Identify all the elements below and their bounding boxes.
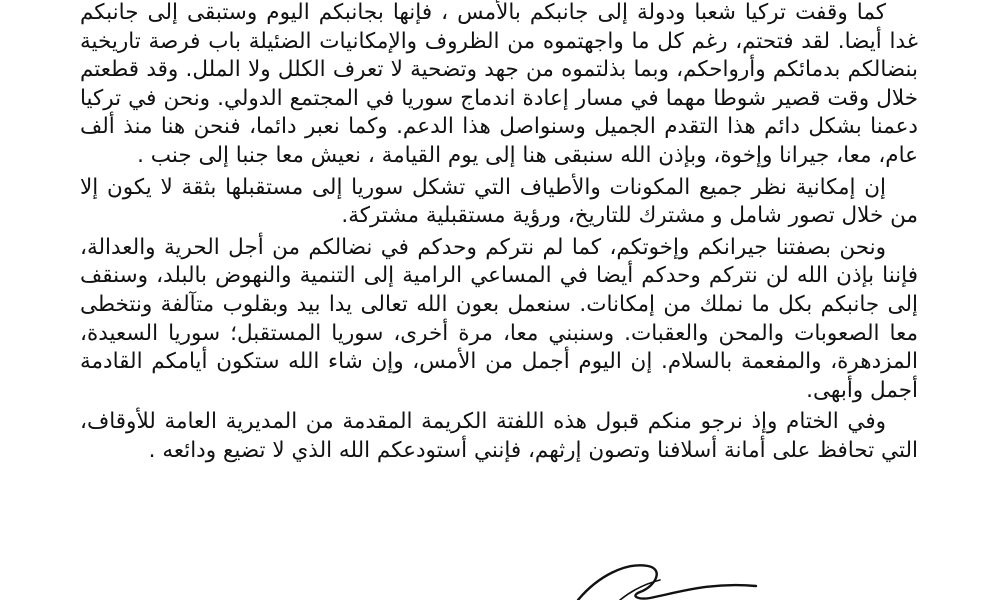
handwritten-signature [560, 556, 760, 600]
paragraph-closing: وفي الختام وإذ نرجو منكم قبول هذه اللفتة الكريمة المقدمة من المديرية العامة للأوقاف، التي تحافظ على أمانة أسلافنا وتصون إرثهم، فإنني أستودعكم الله الذي لا تضيع ودائعه . [80, 409, 918, 463]
paragraph-shared-vision: إن إمكانية نظر جميع المكونات والأطياف التي تشكل سوريا إلى مستقبلها بثقة لا يكون إلا من خلال تصور شامل و مشترك للتاريخ، ورؤية مستقبلية مشتركة. [80, 174, 918, 229]
paragraph-support: كما وقفت تركيا شعبا ودولة إلى جانبكم بالأمس ، فإنها بجانبكم اليوم وستبقى إلى جانبكم غدا أيضا. لقد فتحتم، رغم كل ما واجهتموه من الظروف والإمكانيات الضئيلة باب فرصة تاريخية بنضالكم بدمائكم وأرواحكم، وبما بذلتموه من جهد وتضحية لا تعرف الكلل ولا الملل. وقد قطعتم خلال وقت قصير شوطا مهما في مسار إعادة اندماج سوريا في المجتمع الدولي. ونحن في تركيا دعمنا بشكل دائم هذا التقدم الجميل وسنواصل هذا الدعم. وكما نعبر دائما، فنحن هنا منذ ألف عام، معا، جيرانا وإخوة، وبإذن الله سنبقى هنا إلى يوم القيامة ، نعيش معا جنبا إلى جنب . [80, 0, 918, 168]
paragraph-solidarity: ونحن بصفتنا جيرانكم وإخوتكم، كما لم نتركم وحدكم في نضالكم من أجل الحرية والعدالة، فإننا بإذن الله لن نتركم وحدكم أيضا في المساعي الرامية إلى التنمية والنهوض بالبلد، وسنقف إلى جانبكم بكل ما نملك من إمكانات. سنعمل بعون الله تعالى يدا بيد وبقلوب متآلفة ونتخطى معا الصعوبات والمحن والعقبات. وسنبني معا، مرة أخرى، سوريا المستقبل؛ سوريا السعيدة، المزدهرة، والمفعمة بالسلام. إن اليوم أجمل من الأمس، وإن شاء الله ستكون أيامكم القادمة أجمل وأبهى. [80, 234, 918, 403]
letter-body [80, 0, 918, 466]
